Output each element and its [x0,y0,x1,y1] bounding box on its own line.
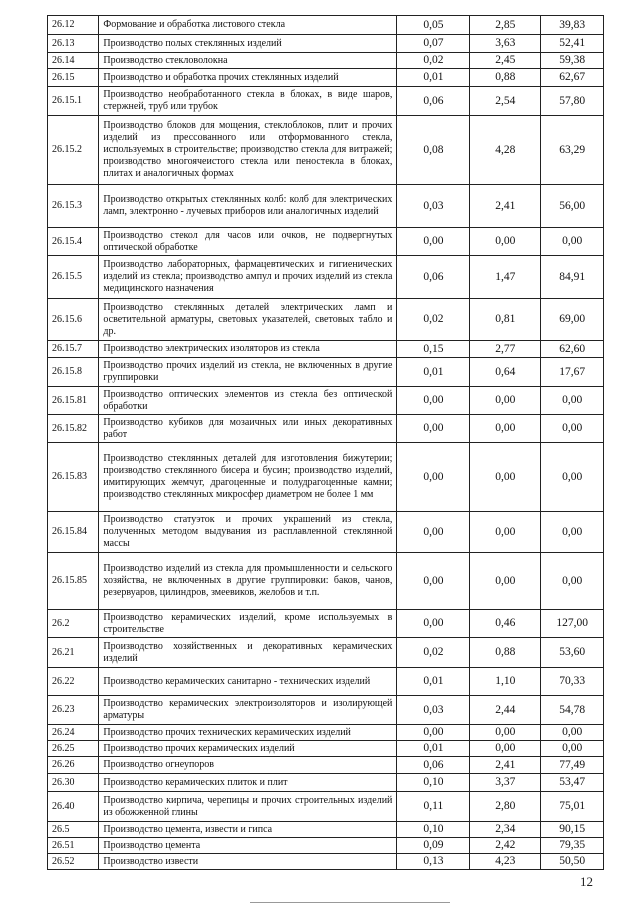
table-row [48,387,604,415]
row-code: 26.15.8 [48,358,99,387]
row-value-1: 0,13 [397,854,470,870]
row-value-2: 0,00 [470,387,541,415]
row-code: 26.15.84 [48,512,99,553]
row-name: Производство блоков для мощения, стеклоблоков, плит и прочих изделий из прессованного или отформованного стекла, используемых в строительстве; производство стекла для витражей; производство многоячеистого стекла или пеностекла в блоках, плитах и аналогичных формах [99,116,397,185]
row-value-1: 0,02 [397,638,470,668]
table-row [48,696,604,725]
row-value-1: 0,02 [397,299,470,341]
row-name: Производство цемента [99,838,397,854]
page-bottom-rule [250,902,450,903]
row-code: 26.15.6 [48,299,99,341]
row-name: Производство и обработка прочих стеклянных изделий [99,69,397,87]
row-name: Производство стекол для часов или очков, не подвергнутых оптической обработке [99,228,397,256]
row-code: 26.15.2 [48,116,99,185]
table-row [48,116,604,185]
row-name: Производство цемента, извести и гипса [99,822,397,838]
row-code: 26.15.85 [48,553,99,610]
row-value-1: 0,10 [397,822,470,838]
row-code: 26.52 [48,854,99,870]
row-value-1: 0,11 [397,792,470,822]
row-value-1: 0,03 [397,185,470,228]
row-name: Производство изделий из стекла для промышленности и сельского хозяйства, не включенных в другие группировки: баков, чанов, резервуаров, цилиндров, змеевиков, желобов и т.п. [99,553,397,610]
row-value-2: 3,37 [470,774,541,792]
row-name: Производство огнеупоров [99,757,397,774]
table-row [48,69,604,87]
row-code: 26.22 [48,668,99,696]
row-name: Производство стекловолокна [99,53,397,69]
row-value-1: 0,06 [397,757,470,774]
row-code: 26.15.1 [48,87,99,116]
row-code: 26.51 [48,838,99,854]
row-value-3: 63,29 [541,116,604,185]
row-code: 26.5 [48,822,99,838]
row-value-3: 50,50 [541,854,604,870]
row-value-2: 2,85 [470,16,541,35]
row-value-1: 0,00 [397,725,470,741]
table-row [48,256,604,299]
table-row [48,725,604,741]
row-value-1: 0,05 [397,16,470,35]
row-value-1: 0,01 [397,69,470,87]
row-code: 26.15 [48,69,99,87]
row-code: 26.23 [48,696,99,725]
row-value-2: 2,42 [470,838,541,854]
row-value-1: 0,00 [397,228,470,256]
table-row [48,757,604,774]
table-row [48,228,604,256]
table-row [48,415,604,443]
row-value-2: 0,00 [470,415,541,443]
table-row [48,792,604,822]
table-row [48,358,604,387]
row-value-3: 90,15 [541,822,604,838]
row-value-1: 0,07 [397,35,470,53]
row-value-1: 0,00 [397,610,470,638]
row-value-1: 0,15 [397,341,470,358]
row-value-2: 0,00 [470,443,541,512]
row-name: Производство лабораторных, фармацевтических и гигиенических изделий из стекла; производство ампул и прочих изделий из стекла медицинского назначения [99,256,397,299]
table-row [48,341,604,358]
row-name: Производство кубиков для мозаичных или иных декоративных работ [99,415,397,443]
row-value-2: 2,45 [470,53,541,69]
row-value-1: 0,10 [397,774,470,792]
row-value-3: 69,00 [541,299,604,341]
row-code: 26.15.82 [48,415,99,443]
row-name: Производство прочих керамических изделий [99,741,397,757]
row-name: Производство извести [99,854,397,870]
table-row [48,16,604,35]
row-name: Производство стеклянных деталей для изготовления бижутерии; производство стеклянного бисера и бусин; производство изделий, имитирующих жемчуг, драгоценные и полудрагоценные камни; производство стеклянных микросфер диаметром не более 1 мм [99,443,397,512]
row-value-2: 4,23 [470,854,541,870]
row-value-3: 75,01 [541,792,604,822]
row-name: Производство статуэток и прочих украшений из стекла, полученных методом выдувания из расплавленной стеклянной массы [99,512,397,553]
row-name: Производство необработанного стекла в блоках, в виде шаров, стержней, труб или трубок [99,87,397,116]
table-body [48,16,604,870]
table-row [48,512,604,553]
row-value-2: 0,00 [470,553,541,610]
row-code: 26.2 [48,610,99,638]
table-row [48,443,604,512]
row-name: Производство хозяйственных и декоративных керамических изделий [99,638,397,668]
row-value-3: 54,78 [541,696,604,725]
row-value-2: 0,00 [470,741,541,757]
page-number: 12 [580,874,593,889]
row-name: Производство прочих технических керамических изделий [99,725,397,741]
row-value-3: 0,00 [541,228,604,256]
row-value-3: 56,00 [541,185,604,228]
row-value-3: 0,00 [541,512,604,553]
row-value-1: 0,01 [397,358,470,387]
table-row [48,854,604,870]
row-value-2: 0,46 [470,610,541,638]
row-value-2: 0,00 [470,228,541,256]
row-value-3: 59,38 [541,53,604,69]
row-value-3: 0,00 [541,741,604,757]
row-name: Производство стеклянных деталей электрических ламп и осветительной арматуры, световых указателей, световых табло и др. [99,299,397,341]
row-value-2: 2,34 [470,822,541,838]
row-code: 26.15.81 [48,387,99,415]
row-value-2: 1,10 [470,668,541,696]
row-name: Производство керамических изделий, кроме используемых в строительстве [99,610,397,638]
row-value-2: 0,88 [470,69,541,87]
row-value-3: 84,91 [541,256,604,299]
row-value-3: 52,41 [541,35,604,53]
row-value-1: 0,06 [397,256,470,299]
row-value-1: 0,09 [397,838,470,854]
row-value-3: 79,35 [541,838,604,854]
row-code: 26.15.3 [48,185,99,228]
row-value-2: 1,47 [470,256,541,299]
row-value-3: 0,00 [541,415,604,443]
row-value-3: 77,49 [541,757,604,774]
row-value-1: 0,02 [397,53,470,69]
table-row [48,185,604,228]
row-value-3: 62,60 [541,341,604,358]
row-value-2: 0,81 [470,299,541,341]
row-value-2: 2,41 [470,185,541,228]
row-code: 26.30 [48,774,99,792]
table-row [48,553,604,610]
row-name: Производство прочих изделий из стекла, не включенных в другие группировки [99,358,397,387]
row-value-3: 39,83 [541,16,604,35]
row-name: Производство электрических изоляторов из стекла [99,341,397,358]
row-value-3: 53,47 [541,774,604,792]
row-value-1: 0,00 [397,443,470,512]
row-name: Производство керамических санитарно - технических изделий [99,668,397,696]
table-row [48,35,604,53]
row-value-2: 0,64 [470,358,541,387]
row-value-1: 0,06 [397,87,470,116]
row-value-2: 0,00 [470,512,541,553]
row-value-1: 0,08 [397,116,470,185]
row-value-2: 0,88 [470,638,541,668]
row-code: 26.21 [48,638,99,668]
row-value-1: 0,01 [397,668,470,696]
row-value-3: 0,00 [541,443,604,512]
table-row [48,53,604,69]
row-value-2: 2,41 [470,757,541,774]
row-name: Производство керамических электроизоляторов и изолирующей арматуры [99,696,397,725]
row-value-1: 0,00 [397,512,470,553]
row-code: 26.40 [48,792,99,822]
row-value-1: 0,00 [397,553,470,610]
row-value-3: 57,80 [541,87,604,116]
row-name: Производство открытых стеклянных колб: колб для электрических ламп, электронно - лучевых приборов или аналогичных изделий [99,185,397,228]
row-value-3: 127,00 [541,610,604,638]
row-code: 26.15.83 [48,443,99,512]
row-code: 26.15.4 [48,228,99,256]
table-row [48,822,604,838]
table-row [48,610,604,638]
row-value-3: 0,00 [541,387,604,415]
row-code: 26.26 [48,757,99,774]
row-value-2: 0,00 [470,725,541,741]
row-code: 26.15.5 [48,256,99,299]
table-row [48,838,604,854]
table-row [48,299,604,341]
row-code: 26.12 [48,16,99,35]
row-value-1: 0,03 [397,696,470,725]
row-value-3: 53,60 [541,638,604,668]
okved-table [47,15,604,870]
row-code: 26.13 [48,35,99,53]
row-value-1: 0,01 [397,741,470,757]
row-name: Производство полых стеклянных изделий [99,35,397,53]
row-value-2: 3,63 [470,35,541,53]
row-value-3: 0,00 [541,553,604,610]
table-row [48,87,604,116]
row-value-2: 2,44 [470,696,541,725]
row-value-2: 2,77 [470,341,541,358]
row-value-3: 0,00 [541,725,604,741]
table-row [48,668,604,696]
row-value-2: 4,28 [470,116,541,185]
row-name: Производство кирпича, черепицы и прочих строительных изделий из обожженной глины [99,792,397,822]
row-code: 26.14 [48,53,99,69]
row-name: Производство керамических плиток и плит [99,774,397,792]
row-value-3: 62,67 [541,69,604,87]
row-name: Производство оптических элементов из стекла без оптической обработки [99,387,397,415]
row-value-3: 70,33 [541,668,604,696]
row-name: Формование и обработка листового стекла [99,16,397,35]
row-code: 26.15.7 [48,341,99,358]
row-code: 26.25 [48,741,99,757]
row-value-2: 2,80 [470,792,541,822]
row-value-3: 17,67 [541,358,604,387]
table-row [48,774,604,792]
row-value-2: 2,54 [470,87,541,116]
table-row [48,741,604,757]
row-value-1: 0,00 [397,387,470,415]
row-value-1: 0,00 [397,415,470,443]
row-code: 26.24 [48,725,99,741]
table-row [48,638,604,668]
